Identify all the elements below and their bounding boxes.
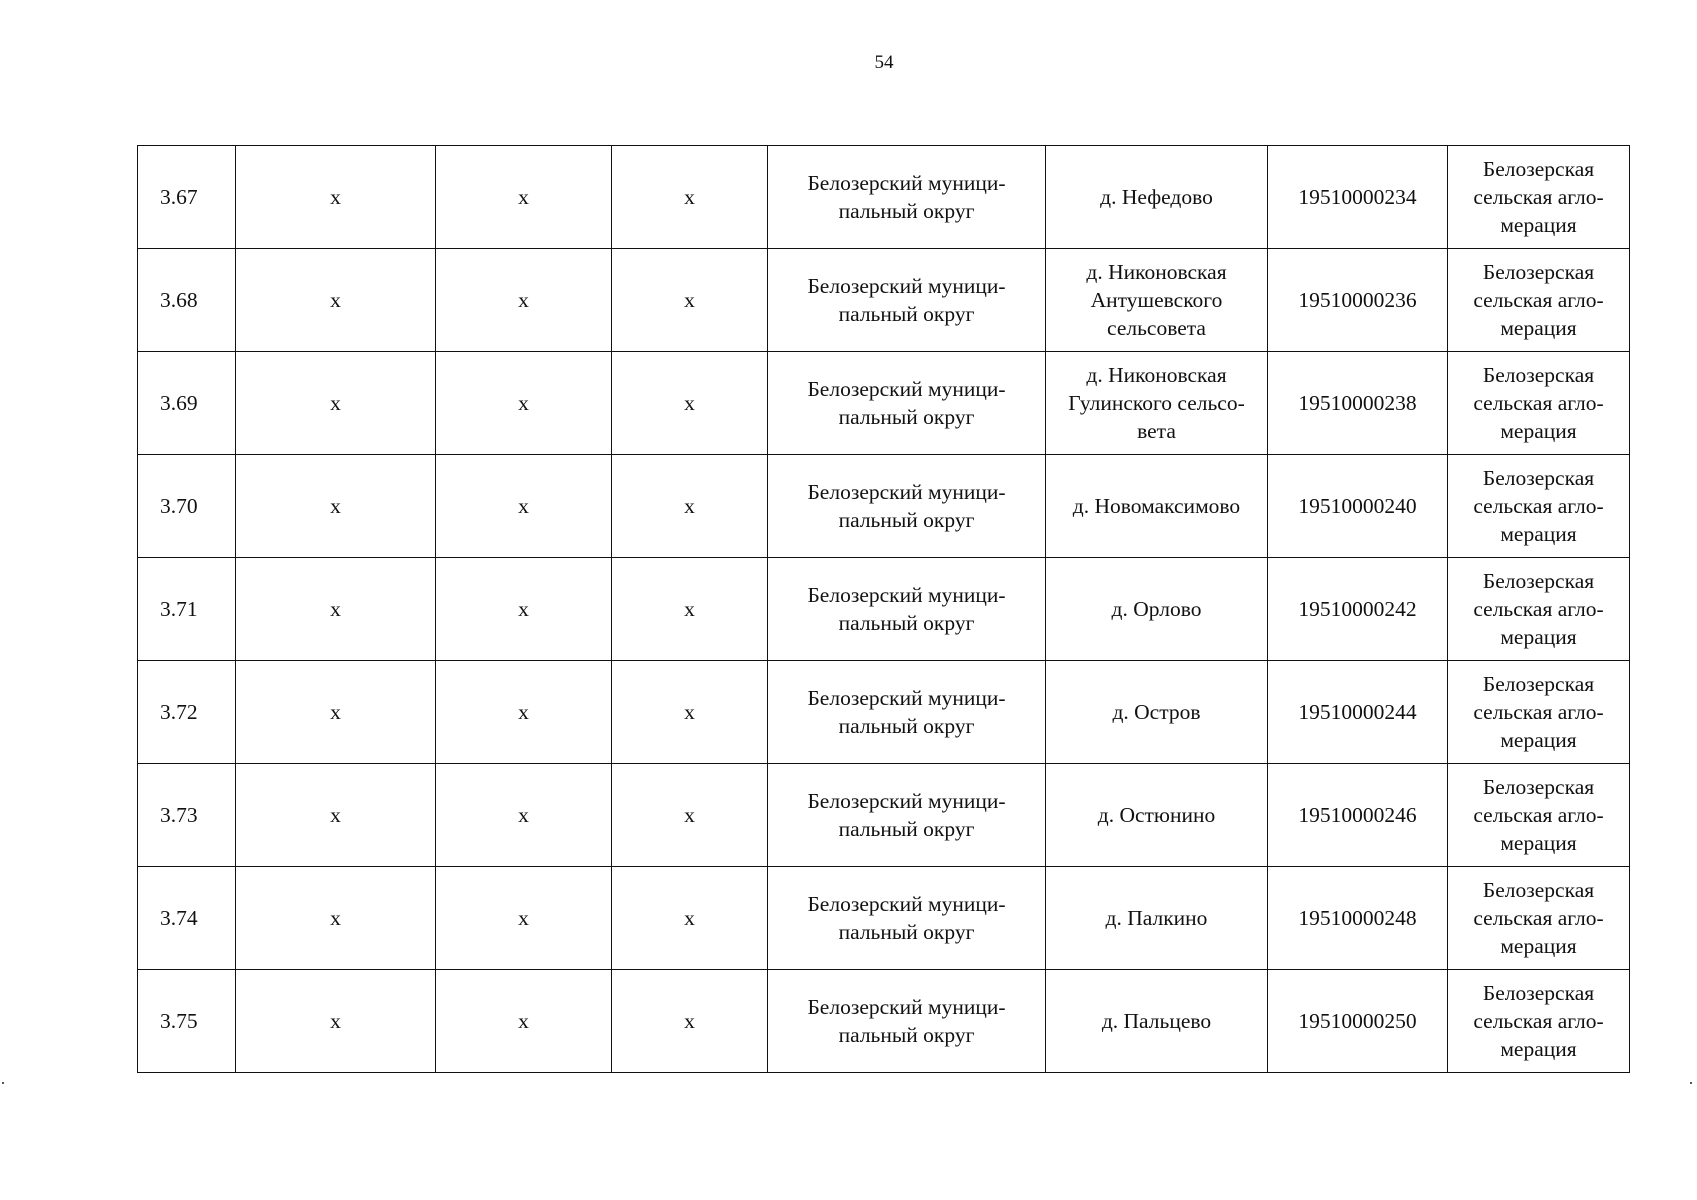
cell-mark: х [612,764,768,867]
cell-district: Белозерский муници- пальный округ [768,146,1046,249]
table-row [138,455,1630,558]
row-number: 3.70 [138,455,236,558]
cell-code: 19510000238 [1268,352,1448,455]
table-row [138,867,1630,970]
cell-district: Белозерский муници- пальный округ [768,867,1046,970]
table-body [138,146,1630,1073]
cell-mark: х [612,352,768,455]
cell-place: д. Орлово [1046,558,1268,661]
cell-mark: х [236,867,436,970]
cell-mark: х [436,867,612,970]
cell-agglomeration: Белозерская сельская агло- мерация [1448,146,1630,249]
cell-agglomeration: Белозерская сельская агло- мерация [1448,970,1630,1073]
cell-place: д. Нефедово [1046,146,1268,249]
cell-mark: х [236,146,436,249]
cell-mark: х [436,970,612,1073]
row-number: 3.69 [138,352,236,455]
cell-mark: х [436,352,612,455]
cell-mark: х [436,249,612,352]
cell-mark: х [436,764,612,867]
cell-mark: х [612,146,768,249]
settlements-table [137,145,1630,1073]
cell-code: 19510000242 [1268,558,1448,661]
scan-mark-left [2,1082,4,1084]
table-row [138,352,1630,455]
cell-place: д. Остров [1046,661,1268,764]
cell-mark: х [436,455,612,558]
cell-mark: х [236,970,436,1073]
cell-district: Белозерский муници- пальный округ [768,249,1046,352]
cell-mark: х [236,764,436,867]
cell-agglomeration: Белозерская сельская агло- мерация [1448,352,1630,455]
cell-mark: х [612,970,768,1073]
table-row [138,764,1630,867]
table-row [138,661,1630,764]
cell-mark: х [236,558,436,661]
table-row [138,558,1630,661]
cell-agglomeration: Белозерская сельская агло- мерация [1448,764,1630,867]
table-row [138,146,1630,249]
cell-place: д. Никоновская Гулинского сельсо- вета [1046,352,1268,455]
table-row [138,249,1630,352]
cell-mark: х [612,455,768,558]
cell-mark: х [612,661,768,764]
cell-code: 19510000250 [1268,970,1448,1073]
cell-mark: х [436,146,612,249]
cell-code: 19510000240 [1268,455,1448,558]
cell-mark: х [612,867,768,970]
cell-mark: х [436,558,612,661]
cell-district: Белозерский муници- пальный округ [768,661,1046,764]
cell-agglomeration: Белозерская сельская агло- мерация [1448,661,1630,764]
scan-mark-right [1690,1082,1692,1084]
page-number: 54 [874,52,894,73]
cell-district: Белозерский муници- пальный округ [768,352,1046,455]
cell-place: д. Пальцево [1046,970,1268,1073]
row-number: 3.74 [138,867,236,970]
row-number: 3.75 [138,970,236,1073]
cell-mark: х [236,352,436,455]
cell-code: 19510000244 [1268,661,1448,764]
cell-code: 19510000248 [1268,867,1448,970]
cell-place: д. Новомаксимово [1046,455,1268,558]
row-number: 3.73 [138,764,236,867]
cell-mark: х [436,661,612,764]
cell-mark: х [236,249,436,352]
cell-code: 19510000234 [1268,146,1448,249]
row-number: 3.71 [138,558,236,661]
cell-place: д. Палкино [1046,867,1268,970]
cell-mark: х [236,455,436,558]
row-number: 3.72 [138,661,236,764]
cell-mark: х [612,558,768,661]
row-number: 3.68 [138,249,236,352]
cell-agglomeration: Белозерская сельская агло- мерация [1448,558,1630,661]
row-number: 3.67 [138,146,236,249]
cell-agglomeration: Белозерская сельская агло- мерация [1448,455,1630,558]
cell-district: Белозерский муници- пальный округ [768,764,1046,867]
cell-agglomeration: Белозерская сельская агло- мерация [1448,249,1630,352]
cell-mark: х [236,661,436,764]
cell-mark: х [612,249,768,352]
cell-code: 19510000246 [1268,764,1448,867]
cell-place: д. Остюнино [1046,764,1268,867]
cell-agglomeration: Белозерская сельская агло- мерация [1448,867,1630,970]
cell-code: 19510000236 [1268,249,1448,352]
cell-district: Белозерский муници- пальный округ [768,970,1046,1073]
table-row [138,970,1630,1073]
cell-district: Белозерский муници- пальный округ [768,455,1046,558]
cell-place: д. Никоновская Антушевского сельсовета [1046,249,1268,352]
cell-district: Белозерский муници- пальный округ [768,558,1046,661]
